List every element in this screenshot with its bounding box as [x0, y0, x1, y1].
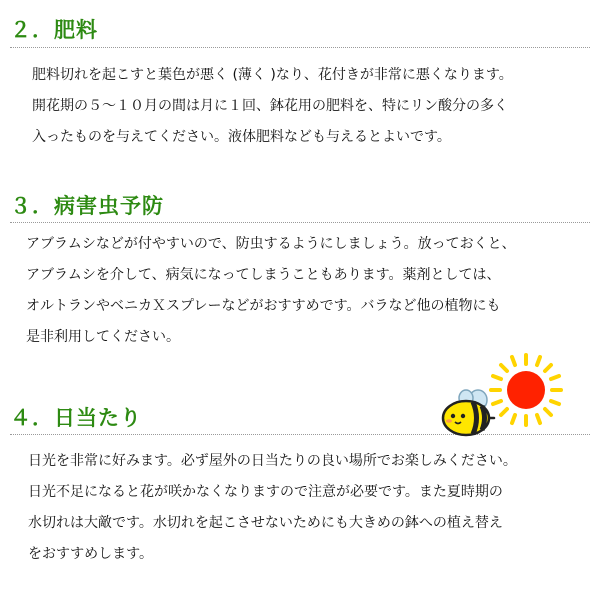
section-body-fertilizer — [32, 60, 513, 153]
body-line: 日光を非常に好みます。必ず屋外の日当たりの良い場所でお楽しみください。 — [28, 453, 517, 469]
body-line: 肥料切れを起こすと葉色が悪く (薄く )なり、花付きが非常に悪くなります。 — [32, 67, 513, 83]
section-body-sunlight — [28, 446, 517, 570]
heading-divider — [10, 47, 590, 48]
section-heading-pest-prevention: ３．病害虫予防 — [10, 194, 164, 218]
sun-icon — [488, 352, 564, 428]
section-body-pest-prevention — [26, 229, 516, 353]
body-line: 日光不足になると花が咲かなくなりますので注意が必要です。また夏時期の — [28, 484, 503, 500]
body-line: アブラムシを介して、病気になってしまうこともあります。薬剤としては、 — [26, 267, 501, 283]
bee-icon — [440, 388, 496, 438]
section-heading-fertilizer: ２．肥料 — [10, 18, 98, 42]
section-heading-sunlight: ４．日当たり — [10, 406, 142, 430]
body-line: アブラムシなどが付やすいので、防虫するようにしましょう。放っておくと、 — [26, 236, 516, 252]
heading-divider — [10, 222, 590, 223]
body-line: をおすすめします。 — [28, 546, 154, 562]
body-line: 入ったものを与えてください。液体肥料なども与えるとよいです。 — [32, 129, 451, 145]
body-line: 是非利用してください。 — [26, 329, 180, 345]
body-line: オルトランやベニカＸスプレーなどがおすすめです。バラなど他の植物にも — [26, 298, 501, 314]
body-line: 開花期の５～１０月の間は月に１回、鉢花用の肥料を、特にリン酸分の多く — [32, 98, 508, 114]
body-line: 水切れは大敵です。水切れを起こさせないためにも大きめの鉢への植え替え — [28, 515, 503, 531]
heading-divider — [10, 434, 590, 435]
